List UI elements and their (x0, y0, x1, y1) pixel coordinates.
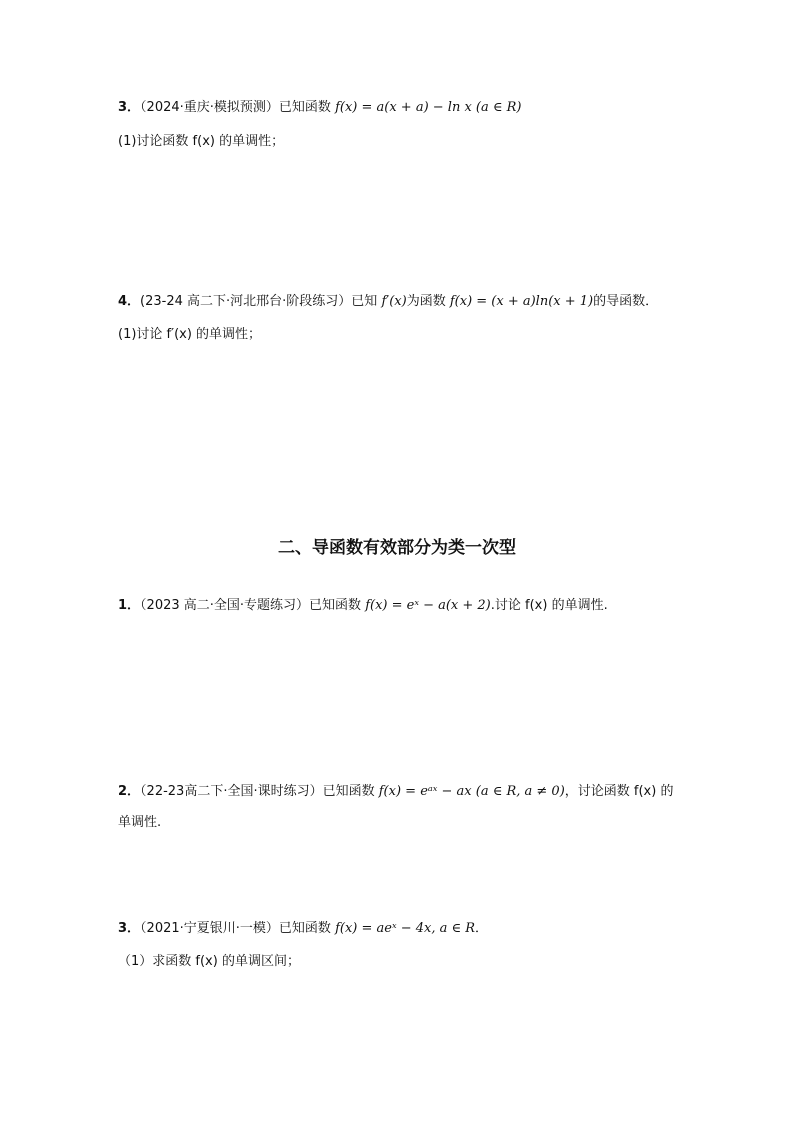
problem-3-stem (118, 99, 522, 117)
problem-4-subquestion-1: (1)讨论 f′(x) 的单调性； (118, 327, 262, 342)
problem-stem-text: .讨论 f(x) 的单调性. (490, 598, 608, 613)
problem-formula: f(x) = aeˣ − 4x, a ∈ R (335, 921, 476, 936)
problem-2-stem-line-2: 单调性. (118, 815, 162, 830)
problem-formula: f(x) = (x + a)ln(x + 1) (449, 294, 594, 309)
problem-2-stem (118, 783, 673, 801)
problem-stem-text: ． (475, 921, 489, 936)
problem-stem-text: 的导函数． (593, 294, 659, 309)
problem-3-subquestion-1: (1)讨论函数 f(x) 的单调性； (118, 134, 285, 149)
problem-formula: f(x) = eᵃˣ − ax (a ∈ R, a ≠ 0) (378, 784, 565, 799)
problem-formula: f′(x) (381, 294, 407, 309)
problem-stem-text: 已知函数 (278, 100, 331, 115)
section-heading: 二、导函数有效部分为类一次型 (278, 538, 516, 558)
problem-formula: f(x) = eˣ − a(x + 2) (365, 598, 491, 613)
problem-stem-text: ，讨论函数 f(x) 的 (564, 784, 674, 799)
problem-number: 2． (118, 784, 141, 799)
problem-stem-text: 已知函数 (322, 784, 375, 799)
problem-4-stem (118, 293, 658, 311)
problem-source: （2024·重庆·模拟预测） (140, 100, 279, 115)
problem-3-subquestion-1: （1）求函数 f(x) 的单调区间； (118, 954, 300, 969)
problem-3-stem (118, 920, 488, 938)
problem-stem-text: 已知函数 (278, 921, 331, 936)
problem-stem-text: 为函数 (406, 294, 446, 309)
problem-number: 3． (118, 921, 141, 936)
problem-formula: f(x) = a(x + a) − ln x (a ∈ R) (335, 100, 522, 115)
problem-stem-text: 已知函数 (309, 598, 362, 613)
problem-number: 4． (118, 294, 141, 309)
problem-stem-text: 已知 (351, 294, 378, 309)
problem-source: （2023 高二·全国·专题练习） (140, 598, 310, 613)
problem-number: 1． (118, 598, 141, 613)
problem-source: (23-24 高二下·河北邢台·阶段练习） (140, 294, 352, 309)
problem-number: 3． (118, 100, 141, 115)
problem-1-stem (118, 597, 608, 615)
problem-source: （22-23高二下·全国·课时练习） (140, 784, 323, 799)
problem-source: （2021·宁夏银川·一模） (140, 921, 279, 936)
